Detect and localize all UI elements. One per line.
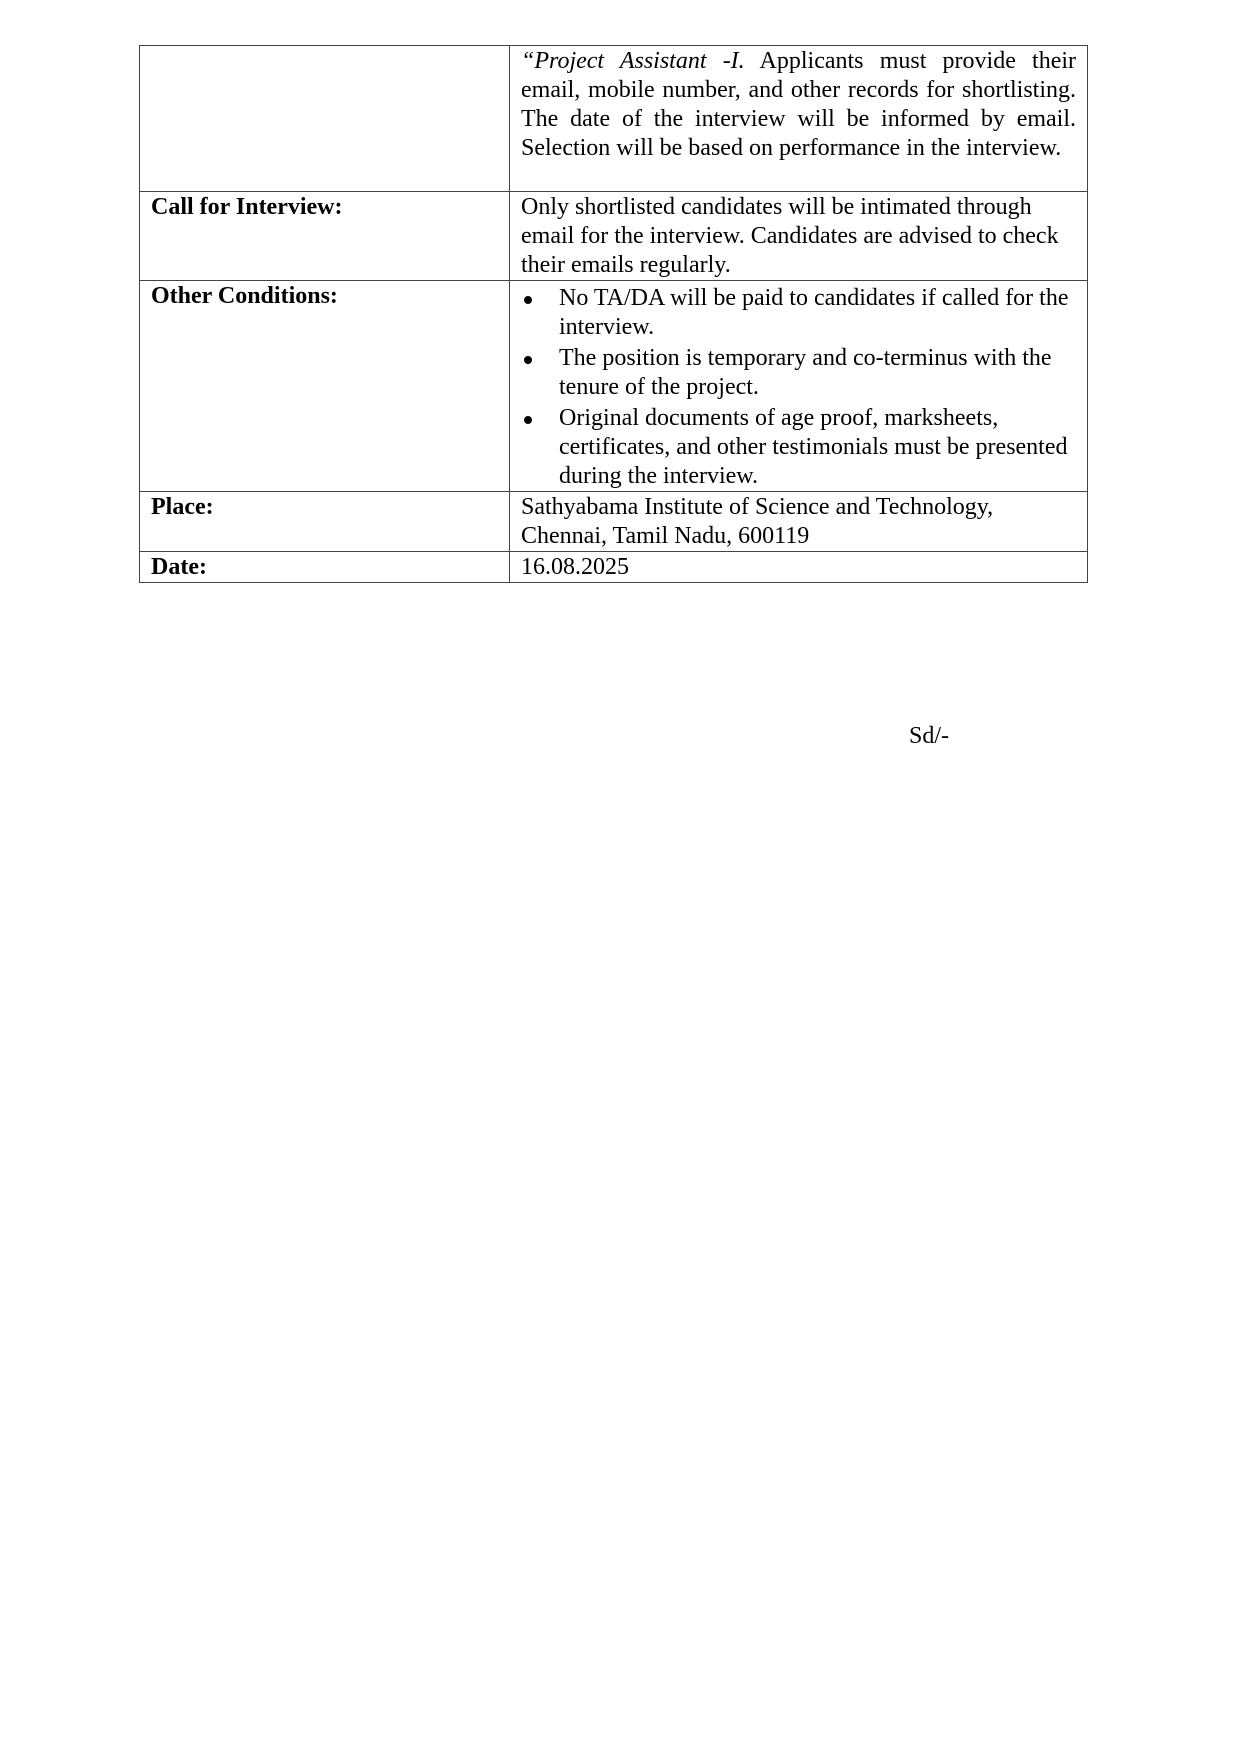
signature-mark: Sd/- [909, 723, 950, 749]
call-for-interview-value: Only shortlisted candidates will be intimated through email for the interview. Candidates are advised to check their emails regularly. [510, 192, 1088, 281]
other-conditions-label: Other Conditions: [140, 281, 510, 492]
intro-label-cell [140, 46, 510, 192]
place-label: Place: [140, 492, 510, 552]
date-value: 16.08.2025 [510, 552, 1088, 583]
conditions-list [521, 284, 1076, 491]
intro-value-cell [510, 46, 1088, 192]
table-row-date [140, 552, 1088, 583]
table-row-other-conditions [140, 281, 1088, 492]
place-value [510, 492, 1088, 552]
list-item: The position is temporary and co-terminus with the tenure of the project. [521, 344, 1076, 402]
other-conditions-value [510, 281, 1088, 492]
list-item: No TA/DA will be paid to candidates if called for the interview. [521, 284, 1076, 342]
table-row-place [140, 492, 1088, 552]
place-line-1: Sathyabama Institute of Science and Technology, [521, 494, 994, 520]
table-row-intro [140, 46, 1088, 192]
date-label: Date: [140, 552, 510, 583]
intro-text: Applicants must provide their email, mobile number, and other records for shortlisting. The date of the interview will be informed by email. Selection will be based on performance in the interview. [521, 48, 1076, 161]
list-item: Original documents of age proof, marksheets, certificates, and other testimonials must be presented during the interview. [521, 404, 1076, 491]
position-title: “Project Assistant -I. [521, 48, 745, 74]
table-row-call-for-interview [140, 192, 1088, 281]
notice-table [139, 45, 1088, 583]
call-for-interview-label: Call for Interview: [140, 192, 510, 281]
place-line-2: Chennai, Tamil Nadu, 600119 [521, 523, 810, 549]
